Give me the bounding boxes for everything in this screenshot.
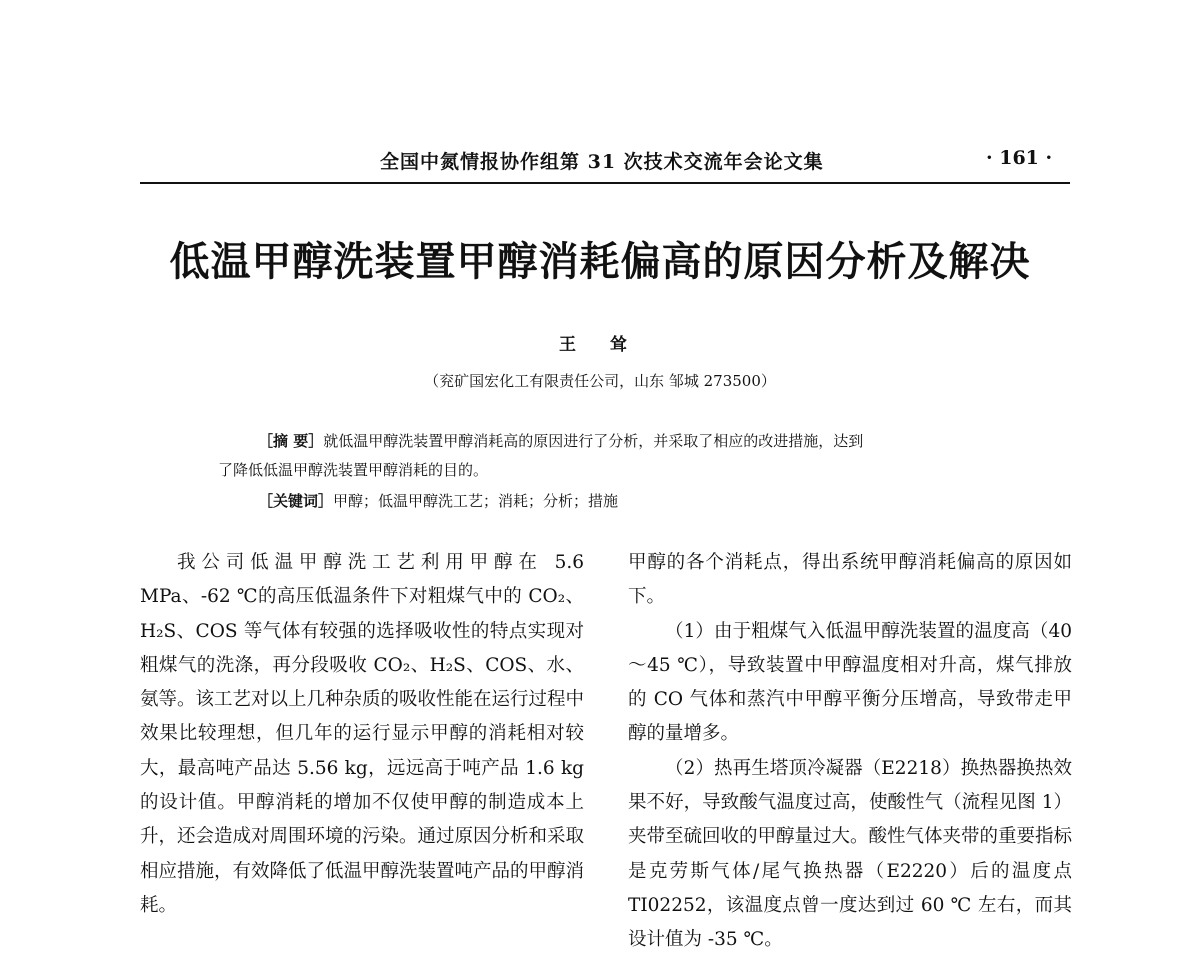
cause-intro-paragraph: 甲醇的各个消耗点，得出系统甲醇消耗偏高的原因如下。 [628, 552, 1072, 608]
author-name: 王 耸 [559, 335, 641, 355]
body-column-left [140, 546, 584, 923]
abstract-label: ［摘 要］ [258, 432, 324, 450]
abstract-line-2 [218, 459, 488, 480]
header-divider [140, 182, 1070, 184]
author-affiliation: （兖矿国宏化工有限责任公司，山东 邹城 273500） [424, 372, 776, 390]
keywords-label: ［关键词］ [258, 492, 334, 510]
paper-title: 低温甲醇洗装置甲醇消耗偏高的原因分析及解决 [169, 238, 1031, 285]
abstract-text-2: 了降低低温甲醇洗装置甲醇消耗的目的。 [218, 461, 489, 479]
cause-item-2: （2）热再生塔顶冷凝器（E2218）换热器换热效果不好，导致酸气温度过高，使酸性气（流程见图 1）夹带至硫回收的甲醇量过大。酸性气体夹带的重要指标是克劳斯气体/尾气换热器（E2220）后的温度点 TI02252，该温度点曾一度达到过 60 ℃ 左右，而其设计值为 -35 ℃。 [628, 757, 1073, 951]
abstract-line-1 [258, 430, 863, 451]
cause-item-1: （1）由于粗煤气入低温甲醇洗装置的温度高（40～45 ℃），导致装置中甲醇温度相对升高，煤气排放的 CO 气体和蒸汽中甲醇平衡分压增高，导致带走甲醇的量增多。 [628, 620, 1072, 745]
running-header-title: 全国中氮情报协作组第 31 次技术交流年会论文集 [380, 151, 824, 173]
body-column-right [628, 546, 1072, 958]
abstract-text-1: 就低温甲醇洗装置甲醇消耗高的原因进行了分析，并采取了相应的改进措施，达到 [323, 432, 864, 450]
keywords-text: 甲醇；低温甲醇洗工艺；消耗；分析；措施 [333, 492, 619, 510]
keywords-line [258, 490, 618, 511]
page-number: · 161 · [986, 147, 1053, 169]
intro-paragraph: 我公司低温甲醇洗工艺利用甲醇在 5.6 MPa、-62 ℃的高压低温条件下对粗煤气中的 CO₂、H₂S、COS 等气体有较强的选择吸收性的特点实现对粗煤气的洗涤，再分段吸收 CO₂、H₂S、COS、水、氨等。该工艺对以上几种杂质的吸收性能在运行过程中效果比较理想，但几年的运行显示甲醇的消耗相对较大，最高吨产品达 5.56 kg，远远高于吨产品 1.6 kg 的设计值。甲醇消耗的增加不仅使甲醇的制造成本上升，还会造成对周围环境的污染。通过原因分析和采取相应措施，有效降低了低温甲醇洗装置吨产品的甲醇消耗。 [140, 552, 585, 916]
